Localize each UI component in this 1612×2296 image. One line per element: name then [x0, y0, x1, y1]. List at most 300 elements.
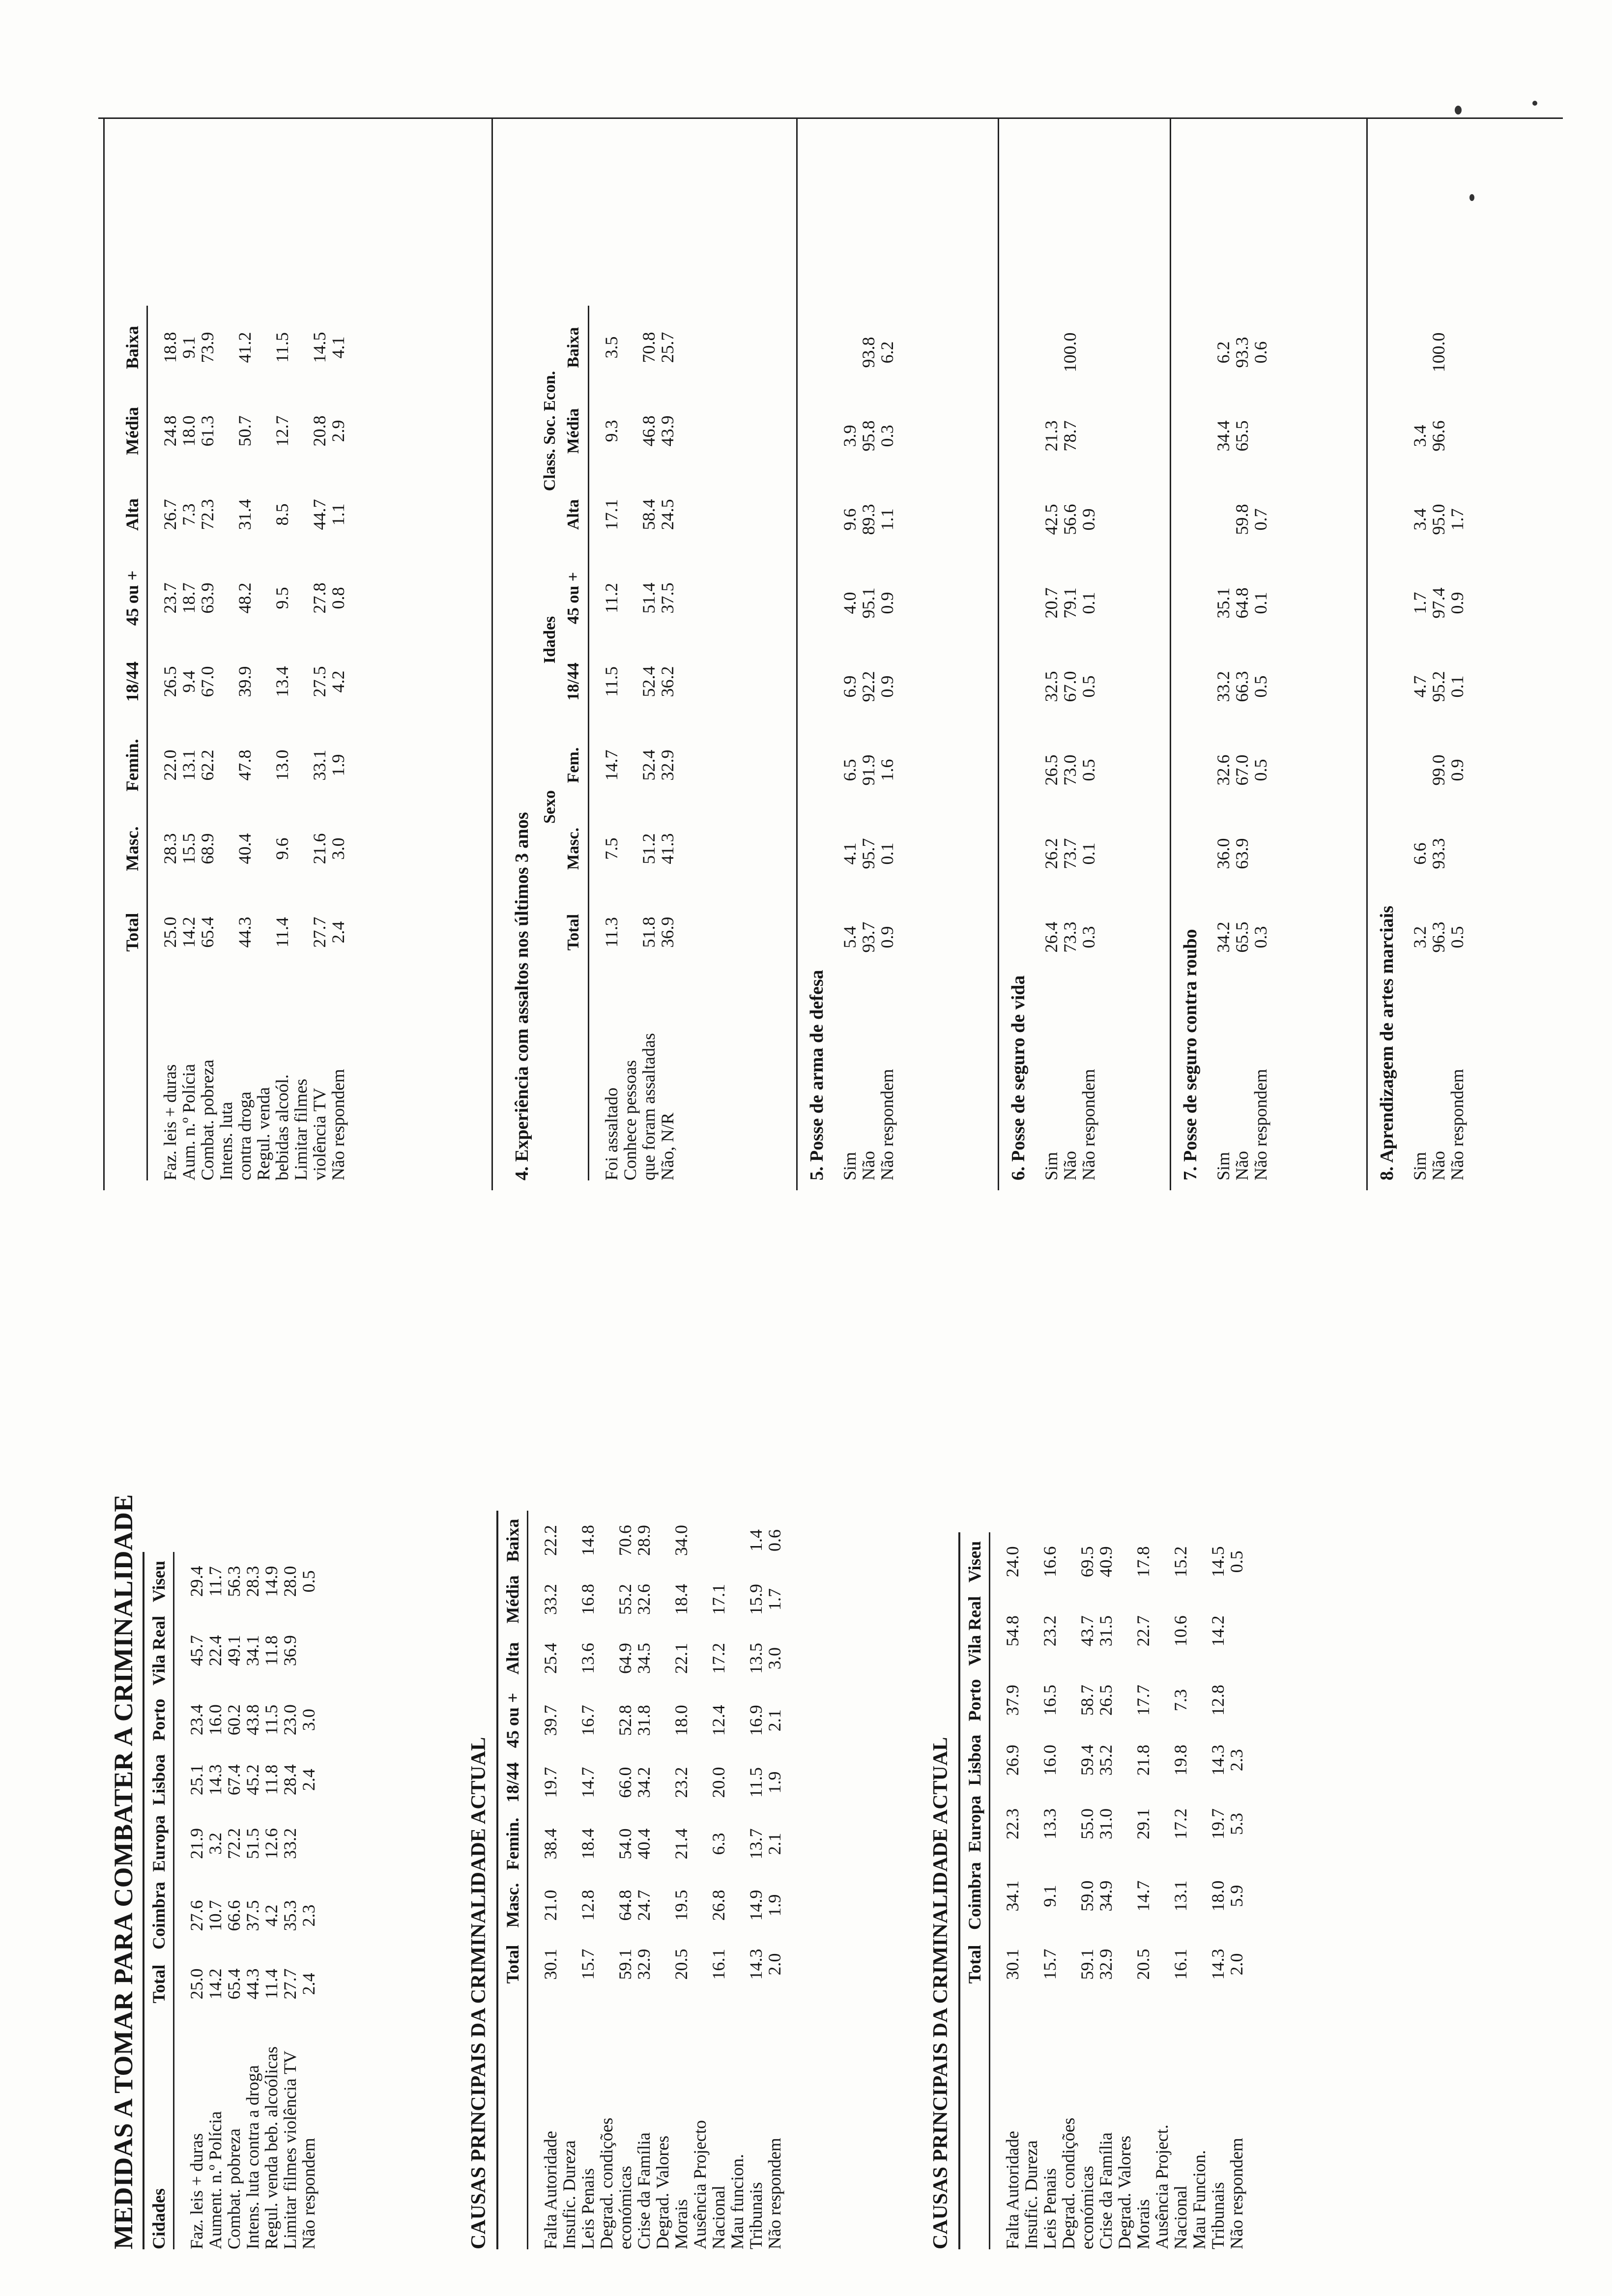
- cell: 14.7: [602, 749, 621, 781]
- section-7-title: 7. Posse de seguro contra roubo: [1180, 929, 1201, 1180]
- cell: [1115, 1591, 1134, 1671]
- cell: 59.1: [615, 1949, 635, 1980]
- cell: 27.5: [310, 666, 329, 697]
- cell: 26.7: [160, 499, 180, 530]
- table-row: [1227, 1532, 1246, 2249]
- cell: 11.4: [272, 917, 292, 947]
- cell: [1214, 478, 1233, 561]
- cell: [1022, 1591, 1040, 1671]
- cell: 18.7: [179, 582, 199, 614]
- table-row: [597, 1511, 616, 2249]
- cell: 31.5: [1096, 1615, 1116, 1647]
- cell: 0.6: [765, 1529, 784, 1551]
- cell: 43.7: [1077, 1615, 1097, 1647]
- row-label: Não, N/R: [658, 1113, 677, 1180]
- table-row: [1042, 311, 1061, 1180]
- cell: 1.4: [746, 1529, 766, 1551]
- cell: 1.6: [877, 759, 897, 781]
- cell: 68.9: [198, 833, 217, 864]
- table-row: [206, 1552, 225, 2249]
- group-label-class: Class. Soc. Econ.: [541, 371, 559, 491]
- section-7: [1180, 311, 1270, 1180]
- cell: 1.1: [877, 508, 897, 531]
- cell: 1.9: [328, 754, 348, 776]
- table-row: [634, 1511, 653, 2249]
- table-row: [728, 1511, 747, 2249]
- table-row: [541, 1511, 560, 2249]
- col-header: Viseu: [959, 1532, 990, 1591]
- cell: 20.8: [310, 415, 329, 447]
- cell: [691, 1876, 709, 1935]
- cell: 50.7: [235, 415, 255, 447]
- cell: [728, 1876, 747, 1935]
- cell: 1.1: [328, 503, 348, 526]
- cell: 64.8: [615, 1890, 635, 1921]
- cell: 18.4: [578, 1828, 598, 1860]
- row-label: Regul. venda: [254, 1087, 273, 1180]
- cell: [254, 556, 273, 640]
- group-header-row: [541, 306, 564, 1180]
- cell: 41.3: [658, 833, 677, 864]
- cell: [709, 1511, 728, 1570]
- cell: 12.4: [709, 1705, 728, 1736]
- row-label: Leis Penais: [578, 2168, 598, 2249]
- cell: 56.3: [224, 1566, 244, 1597]
- cell: 3.0: [765, 1647, 784, 1669]
- cell: 28.3: [243, 1566, 262, 1597]
- cell: [1152, 1935, 1171, 1994]
- cell: 40.4: [634, 1828, 654, 1860]
- cell: [691, 1629, 709, 1688]
- cell: 14.7: [1133, 1880, 1153, 1912]
- cell: 2.4: [299, 1973, 318, 1995]
- cell: 13.5: [746, 1642, 766, 1674]
- col-header: Europa: [144, 1810, 174, 1877]
- cell: 12.7: [272, 415, 292, 447]
- cell: 28.4: [280, 1764, 300, 1796]
- col-header: Fem.: [564, 723, 589, 807]
- cell: 96.3: [1429, 921, 1448, 953]
- row-label: Crise da Família: [634, 2132, 654, 2249]
- right-top-rule: [103, 119, 105, 1190]
- row-label: Degrad. condições: [597, 2118, 616, 2249]
- row-label: Insufic. Dureza: [1021, 2140, 1041, 2249]
- cell: 5.3: [1227, 1812, 1246, 1835]
- cell: 28.0: [280, 1566, 300, 1597]
- cell: 27.6: [187, 1900, 206, 1931]
- cell: 11.5: [261, 1704, 281, 1735]
- table-body: [602, 306, 677, 1180]
- table-row: [1059, 1532, 1078, 2249]
- table-row: [1410, 311, 1429, 1180]
- cell: 72.2: [224, 1828, 244, 1859]
- cell: [653, 1570, 672, 1629]
- row-label: Nacional: [709, 2185, 728, 2249]
- cell: 38.4: [541, 1828, 560, 1860]
- cell: [217, 807, 235, 890]
- cell: 8.5: [272, 503, 292, 526]
- cell: 69.5: [1077, 1546, 1097, 1578]
- row-label: Morais: [1133, 2199, 1153, 2249]
- cell: [691, 1935, 709, 1994]
- cell: [1152, 1791, 1171, 1857]
- cell: 59.0: [1077, 1880, 1097, 1912]
- cell: 66.3: [1232, 671, 1252, 702]
- cell: 1.7: [765, 1588, 784, 1610]
- col-header: Masc.: [123, 807, 147, 890]
- cell: 15.2: [1171, 1546, 1190, 1578]
- cell: 26.5: [1041, 754, 1061, 786]
- cell: 0.5: [1079, 759, 1098, 781]
- cell: [254, 890, 273, 974]
- table-row: [161, 306, 179, 1180]
- cell: 67.4: [224, 1764, 244, 1796]
- table-row: [616, 1511, 634, 2249]
- row-label: Foi assaltado: [602, 1088, 621, 1180]
- section-5: [806, 311, 896, 1180]
- table-row: [187, 1552, 206, 2249]
- cell: 22.0: [160, 749, 180, 781]
- table-row: [658, 306, 677, 1180]
- cell: 18.0: [179, 415, 199, 447]
- cell: [653, 1688, 672, 1753]
- cell: [299, 1611, 318, 1691]
- cell: 1.7: [1447, 508, 1467, 531]
- table-header-row: [564, 306, 589, 1180]
- cell: [1190, 1591, 1209, 1671]
- cell: 25.0: [160, 917, 180, 948]
- cell: 34.9: [1096, 1880, 1116, 1912]
- cell: 32.6: [1213, 754, 1233, 786]
- col-header: Coimbra: [144, 1877, 174, 1954]
- cell: 24.5: [658, 499, 677, 530]
- cell: 70.6: [615, 1524, 635, 1556]
- row-label: Não respondem: [328, 1069, 348, 1180]
- cell: 40.9: [1096, 1546, 1116, 1578]
- col-header: 18/44: [497, 1753, 528, 1812]
- cell: 58.7: [1077, 1685, 1097, 1716]
- col-header: 18/44: [564, 640, 589, 723]
- col-header: Coimbra: [959, 1857, 990, 1935]
- cell: [1152, 1671, 1171, 1730]
- row-label: Não respondem: [1447, 1069, 1467, 1180]
- table-row: [653, 1511, 672, 2249]
- cell: [560, 1688, 578, 1753]
- cell: 0.3: [1251, 926, 1270, 948]
- cell: 32.5: [1041, 671, 1061, 702]
- cell: 0.9: [1447, 759, 1467, 781]
- cell: 3.4: [1410, 425, 1430, 447]
- col-header: Lisboa: [144, 1750, 174, 1810]
- col-header: Vila Real: [144, 1611, 174, 1691]
- col-header: Total: [144, 1954, 174, 2013]
- cell: [1190, 1671, 1209, 1730]
- cell: 22.3: [1003, 1808, 1022, 1839]
- cell: 0.1: [1251, 592, 1270, 614]
- cell: 59.1: [1077, 1949, 1097, 1980]
- cell: [691, 1511, 709, 1570]
- cell: 79.1: [1060, 587, 1080, 619]
- cell: 24.7: [634, 1890, 654, 1921]
- row-label: Combat. pobreza: [198, 1060, 217, 1180]
- cell: [560, 1511, 578, 1570]
- cell: [597, 1570, 616, 1629]
- row-label: que foram assaltadas: [639, 1033, 659, 1180]
- cell: 17.7: [1133, 1685, 1153, 1716]
- cell: 24.0: [1003, 1546, 1022, 1578]
- table-row: [1096, 1532, 1115, 2249]
- table-body: [187, 1552, 318, 2249]
- cell: [1190, 1857, 1209, 1935]
- cell: 22.7: [1133, 1615, 1153, 1647]
- cell: 16.5: [1040, 1685, 1060, 1716]
- cell: 65.4: [224, 1968, 244, 2000]
- cell: [217, 723, 235, 807]
- cell: [728, 1629, 747, 1688]
- col-header: Média: [497, 1570, 528, 1629]
- table-row: [281, 1552, 299, 2249]
- cell: [1022, 1791, 1040, 1857]
- table-row: [639, 306, 658, 1180]
- cell: 54.0: [615, 1828, 635, 1860]
- cell: [1059, 1591, 1078, 1671]
- cell: [621, 640, 639, 723]
- section-4-title: 4. Experiência com assaltos nos últimos 3 anos: [512, 812, 532, 1180]
- cell: [217, 890, 235, 974]
- cell: 11.5: [602, 666, 621, 697]
- cell: 66.6: [224, 1900, 244, 1931]
- row-label: Conhece pessoas: [620, 1060, 640, 1180]
- cell: 92.2: [859, 671, 878, 702]
- cell: 26.2: [1041, 838, 1061, 869]
- cell: 39.9: [235, 666, 255, 697]
- table-body: [1214, 311, 1270, 1180]
- cell: 72.3: [198, 499, 217, 530]
- cell: [597, 1629, 616, 1688]
- table-row: [299, 1552, 318, 2249]
- cell: 93.3: [1429, 838, 1448, 869]
- cell: 3.2: [1410, 926, 1430, 948]
- row-label: Tribunais: [1208, 2182, 1228, 2249]
- cell: 60.2: [224, 1704, 244, 1736]
- cell: [1190, 1791, 1209, 1857]
- row-label: Não respondem: [1227, 2138, 1246, 2249]
- cell: [291, 556, 310, 640]
- cell: [597, 1688, 616, 1753]
- cell: 30.1: [541, 1949, 560, 1980]
- cell: 37.5: [243, 1900, 262, 1931]
- cell: 34.1: [243, 1635, 262, 1666]
- table-body: [1410, 311, 1467, 1180]
- row-label: Leis Penais: [1040, 2168, 1060, 2249]
- table-causes-by-city: [958, 1532, 1246, 2249]
- row-label: económicas: [615, 2166, 635, 2249]
- row-label: Sim: [840, 1151, 860, 1180]
- cell: 34.0: [671, 1524, 691, 1556]
- cell: [653, 1876, 672, 1935]
- cell: [291, 807, 310, 890]
- cell: [691, 1812, 709, 1876]
- cell: 34.5: [634, 1642, 654, 1674]
- col-header: Viseu: [144, 1552, 174, 1611]
- group-label-sexo: Sexo: [541, 790, 559, 824]
- cell: 19.5: [671, 1890, 691, 1921]
- cell: [1115, 1935, 1134, 1994]
- cell: [254, 640, 273, 723]
- cell: 15.7: [578, 1949, 598, 1980]
- row-label: Tribunais: [746, 2182, 766, 2249]
- cell: 14.9: [746, 1890, 766, 1921]
- row-label: Não respondem: [765, 2138, 784, 2249]
- cell: [217, 306, 235, 389]
- cell: 44.7: [310, 499, 329, 530]
- cell: 34.1: [1003, 1880, 1022, 1912]
- cell: 7.3: [179, 503, 199, 526]
- page-title: MEDIDAS A TOMAR PARA COMBATER A CRIMINALIDADE: [109, 1494, 138, 2249]
- cell: 17.2: [1171, 1808, 1190, 1839]
- cell: 52.4: [639, 666, 659, 697]
- cell: 3.0: [328, 837, 348, 860]
- col-header: 45 ou +: [564, 556, 589, 640]
- row-label: Degrad. Valores: [1115, 2135, 1134, 2249]
- cell: 9.6: [272, 837, 292, 860]
- cell: 3.0: [299, 1709, 318, 1731]
- cell: 6.3: [709, 1833, 728, 1855]
- cell: [653, 1511, 672, 1570]
- row-label: Sim: [1410, 1151, 1430, 1180]
- cell: 14.5: [310, 332, 329, 363]
- cell: 23.0: [280, 1704, 300, 1736]
- cell: 23.2: [671, 1767, 691, 1798]
- cell: 6.9: [840, 675, 860, 698]
- cell: 25.4: [541, 1642, 560, 1674]
- cell: 14.3: [1208, 1745, 1228, 1776]
- cell: [217, 640, 235, 723]
- cell: 17.2: [709, 1642, 728, 1674]
- col-header: [564, 974, 589, 1180]
- cell: 16.1: [1171, 1949, 1190, 1980]
- table-row: [1115, 1532, 1134, 2249]
- cell: 0.5: [1251, 675, 1270, 698]
- cell: 0.1: [1079, 592, 1098, 614]
- section-8-title: 8. Aprendizagem de artes marciais: [1377, 905, 1397, 1180]
- row-label: Combat. pobreza: [224, 2128, 244, 2249]
- row-label: Não: [859, 1151, 878, 1180]
- cell: 18.8: [160, 332, 180, 363]
- cell: [653, 1629, 672, 1688]
- cell: 95.8: [859, 420, 878, 452]
- cell: 2.1: [765, 1709, 784, 1732]
- cell: 21.9: [187, 1828, 206, 1859]
- cell: [1059, 1532, 1078, 1591]
- cell: 17.1: [602, 499, 621, 530]
- cell: 16.0: [205, 1704, 225, 1736]
- cell: 12.8: [578, 1890, 598, 1921]
- cell: 95.0: [1429, 504, 1448, 535]
- cell: 46.8: [639, 415, 659, 447]
- cell: 18.0: [1208, 1880, 1228, 1912]
- cell: 65.5: [1232, 420, 1252, 452]
- table-body: [161, 306, 347, 1180]
- cell: 11.4: [261, 1969, 281, 1999]
- cell: 9.1: [179, 336, 199, 359]
- row-label: Mau Funcion.: [1189, 2150, 1209, 2249]
- cell: 54.8: [1003, 1615, 1022, 1647]
- group-label-idades: Idades: [541, 616, 559, 664]
- cell: 27.8: [310, 582, 329, 614]
- cell: [254, 723, 273, 807]
- col-header: Europa: [959, 1791, 990, 1857]
- cell: 4.0: [840, 592, 860, 614]
- row-label: Limitar filmes: [291, 1079, 311, 1180]
- cell: 9.3: [602, 420, 621, 442]
- cell: 11.8: [261, 1635, 281, 1666]
- cell: 43.8: [243, 1704, 262, 1736]
- cell: [217, 556, 235, 640]
- cell: 49.1: [224, 1635, 244, 1666]
- cell: 0.1: [877, 842, 897, 865]
- cell: 0.3: [1079, 926, 1098, 948]
- cell: 13.1: [179, 749, 199, 781]
- cell: 16.7: [578, 1705, 598, 1736]
- cell: 26.8: [709, 1890, 728, 1921]
- table-header-row: [497, 1511, 528, 2249]
- col-header: Total: [564, 890, 589, 974]
- cell: 95.2: [1429, 671, 1448, 702]
- row-label: Limitar filmes violência TV: [280, 2050, 300, 2249]
- table-row: [1152, 1532, 1171, 2249]
- cell: [1042, 311, 1061, 394]
- cell: 6.6: [1410, 842, 1430, 865]
- cell: 45.7: [187, 1635, 206, 1666]
- cell: [621, 306, 639, 389]
- cell: [1227, 1591, 1246, 1671]
- cell: 10.6: [1171, 1615, 1190, 1647]
- cell: 32.6: [634, 1583, 654, 1615]
- cell: 0.9: [877, 592, 897, 614]
- cell: 21.4: [671, 1828, 691, 1860]
- cell: 67.0: [1060, 671, 1080, 702]
- cell: 6.2: [877, 341, 897, 364]
- table-row: [179, 306, 198, 1180]
- cell: 95.7: [859, 838, 878, 869]
- cell: 24.8: [160, 415, 180, 447]
- cell: 39.7: [541, 1705, 560, 1736]
- section-8: [1376, 311, 1467, 1180]
- cell: 0.9: [877, 675, 897, 698]
- cell: 13.7: [746, 1828, 766, 1860]
- cell: 91.9: [859, 754, 878, 786]
- table-row: [709, 1511, 728, 2249]
- cell: 11.5: [272, 332, 292, 363]
- table-row: [198, 306, 217, 1180]
- cell: 14.8: [578, 1524, 598, 1556]
- cell: [728, 1935, 747, 1994]
- cell: 65.5: [1232, 921, 1252, 953]
- cell: 78.7: [1060, 420, 1080, 452]
- cell: 51.4: [639, 582, 659, 614]
- cell: [1251, 812, 1270, 895]
- row-label: Faz. leis + duras: [187, 2133, 206, 2249]
- row-label: Ausência Projecto: [690, 2120, 710, 2249]
- cell: [728, 1511, 747, 1570]
- cell: 34.4: [1213, 420, 1233, 452]
- row-label: violência TV: [310, 1088, 329, 1180]
- cell: 29.1: [1133, 1808, 1153, 1839]
- table-row: [1134, 1532, 1152, 2249]
- cell: 67.0: [198, 666, 217, 697]
- cell: 15.5: [179, 833, 199, 864]
